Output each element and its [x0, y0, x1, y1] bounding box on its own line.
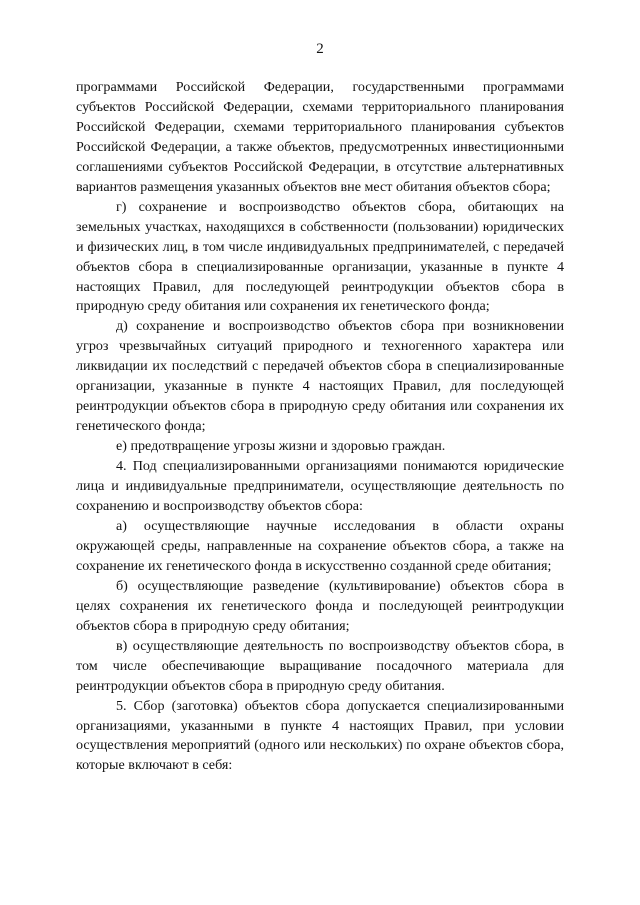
paragraph-p2: д) сохранение и воспроизводство объектов сбора при возникновении угроз чрезвычайных ситуаций природного и техногенного характера или ликвидации их последствий с передачей объектов сбора в специализированные организации, указанные в пункте 4 настоящих Правил, для последующей реинтродукции объектов сбора в природную среду обитания или сохранения их генетического фонда; [76, 318, 564, 435]
paragraph-p8: 5. Сбор (заготовка) объектов сбора допускается специализированными организациями, указанными в пункте 4 настоящих Правил, при условии осуществления мероприятий (одного или нескольких) по охране объектов сбора, которые включают в себя: [76, 697, 564, 774]
paragraph-p3: е) предотвращение угрозы жизни и здоровью граждан. [116, 438, 446, 455]
paragraph-p0: программами Российской Федерации, государственными программами субъектов Российской Федерации, схемами территориального планирования Российской Федерации, схемами территориального планирования субъектов Российской Федерации, а также объектов, предусмотренных инвестиционными соглашениями субъектов Российской Федерации, в отсутствие альтернативных вариантов размещения указанных объектов вне мест обитания объектов сбора; [76, 79, 564, 195]
page-number: 2 [316, 41, 324, 57]
paragraph-p5: а) осуществляющие научные исследования в области охраны окружающей среды, направленные на сохранение объектов сбора, а также на сохранение их генетического фонда в искусственно созданной среде обитания; [76, 517, 564, 574]
paragraph-p1: г) сохранение и воспроизводство объектов сбора, обитающих на земельных участках, находящихся в собственности (пользовании) юридических и физических лиц, в том числе индивидуальных предпринимателей, с передачей объектов сбора в специализированные организации, указанные в пункте 4 настоящих Правил, для последующей реинтродукции объектов сбора в природную среду обитания или сохранения их генетического фонда; [76, 198, 564, 315]
paragraph-p6: б) осуществляющие разведение (культивирование) объектов сбора в целях сохранения их генетического фонда и последующей реинтродукции объектов сбора в природную среду обитания; [76, 577, 564, 634]
paragraph-p4: 4. Под специализированными организациями понимаются юридические лица и индивидуальные предприниматели, осуществляющие деятельность по сохранению и воспроизводству объектов сбора: [76, 458, 564, 515]
paragraph-p7: в) осуществляющие деятельность по воспроизводству объектов сбора, в том числе обеспечивающие выращивание посадочного материала для реинтродукции объектов сбора в природную среду обитания. [76, 637, 564, 694]
document-body [76, 78, 564, 776]
